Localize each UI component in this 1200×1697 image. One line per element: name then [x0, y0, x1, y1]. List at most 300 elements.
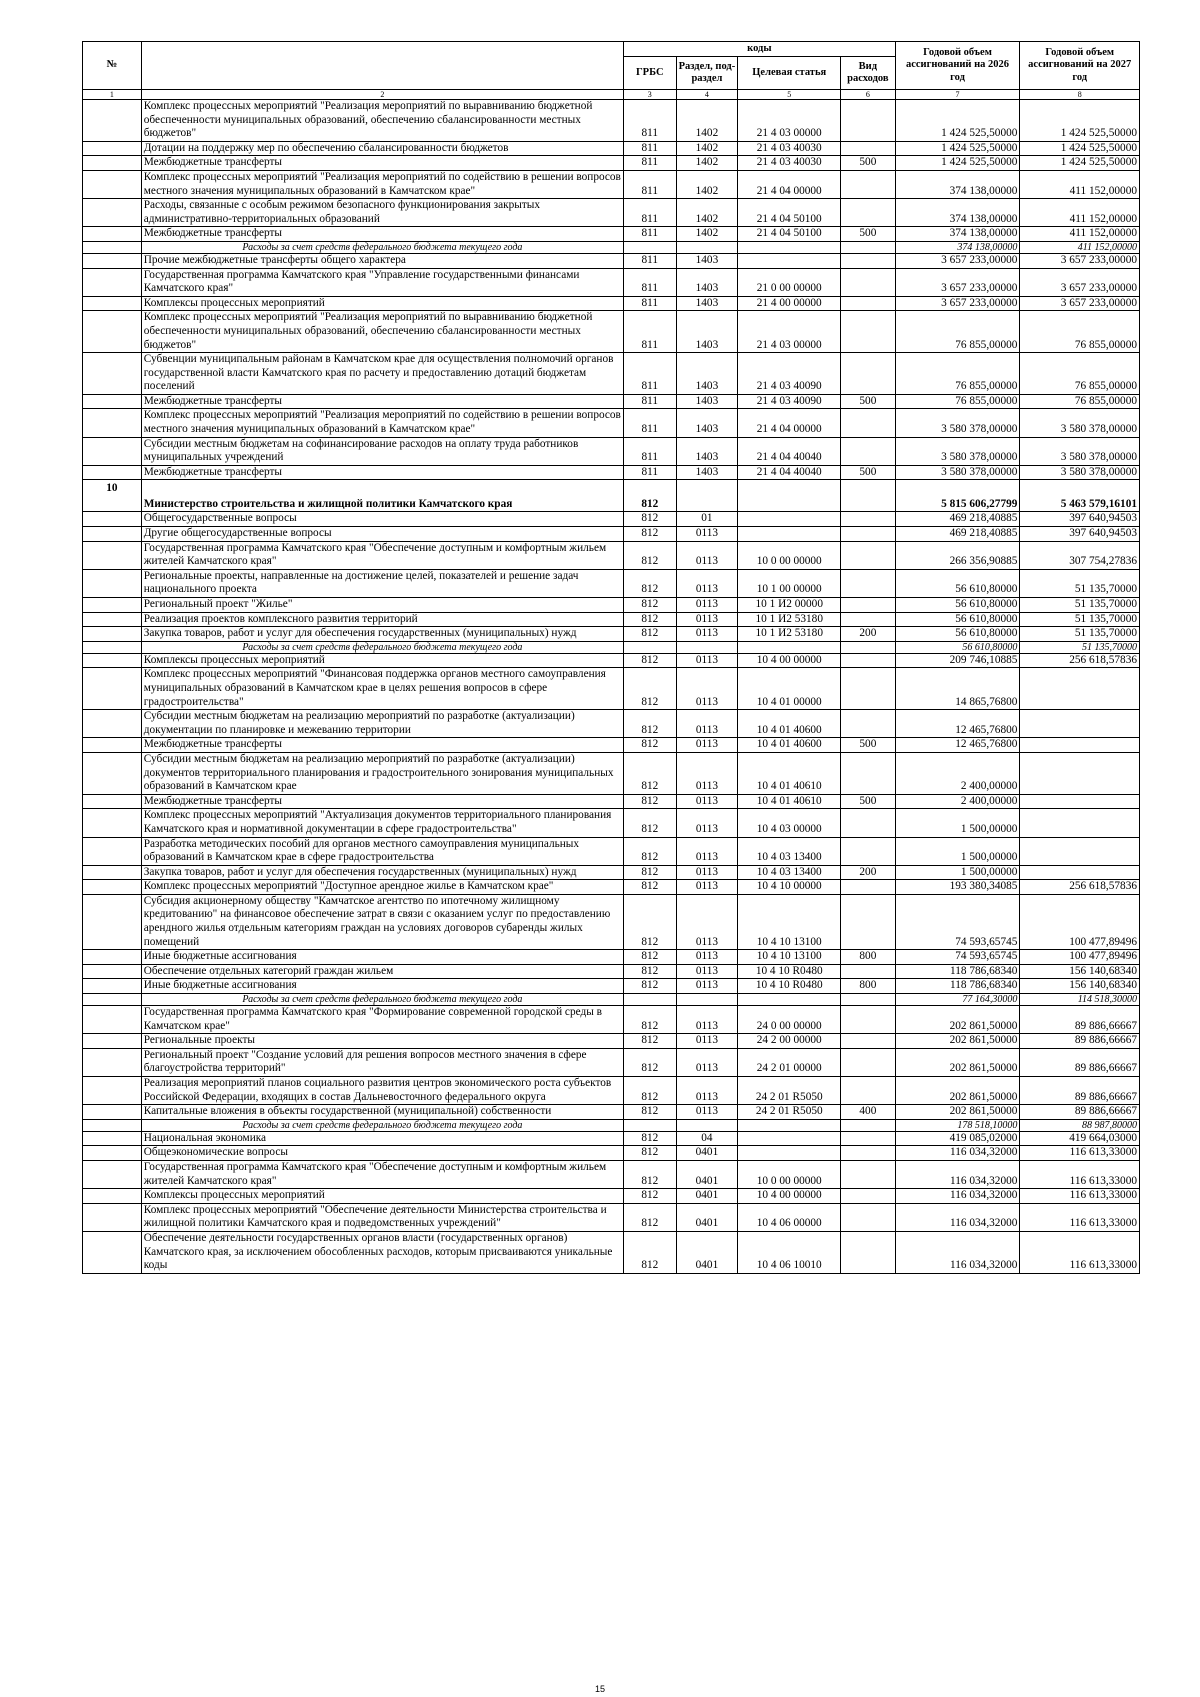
row-amount-2026: 116 034,32000 — [895, 1160, 1020, 1188]
row-grbs-code: 812 — [624, 880, 676, 895]
row-amount-2027 — [1020, 668, 1140, 710]
row-amount-2027: 76 855,00000 — [1020, 353, 1140, 395]
row-number — [83, 394, 142, 409]
row-section-code: 01 — [676, 512, 738, 527]
row-section-code — [676, 1119, 738, 1131]
row-section-code: 0113 — [676, 598, 738, 613]
row-amount-2027: 1 424 525,50000 — [1020, 156, 1140, 171]
table-row — [83, 738, 1140, 753]
table-row — [83, 268, 1140, 296]
table-header — [83, 42, 1140, 100]
row-amount-2027: 1 424 525,50000 — [1020, 141, 1140, 156]
row-number — [83, 1034, 142, 1049]
row-amount-2026: 118 786,68340 — [895, 979, 1020, 994]
row-target-code — [738, 480, 841, 512]
row-target-code: 10 4 03 13400 — [738, 865, 841, 880]
row-name: Комплекс процессных мероприятий "Реализация мероприятий по содействию в решении вопросов местного значения муниципальных образований в Камчатском крае" — [141, 170, 623, 198]
federal-budget-row — [83, 641, 1140, 653]
row-expense-type-code — [841, 170, 896, 198]
row-amount-2027 — [1020, 738, 1140, 753]
row-name: Расходы, связанные с особым режимом безопасного функционирования закрытых административно-территориальных образований — [141, 199, 623, 227]
row-number — [83, 880, 142, 895]
row-amount-2027 — [1020, 865, 1140, 880]
row-number — [83, 710, 142, 738]
row-amount-2027: 51 135,70000 — [1020, 627, 1140, 642]
row-number — [83, 1006, 142, 1034]
header-no: № — [83, 42, 142, 90]
row-name: Закупка товаров, работ и услуг для обеспечения государственных (муниципальных) нужд — [141, 627, 623, 642]
row-target-code: 21 4 03 40090 — [738, 353, 841, 395]
row-name: Государственная программа Камчатского края "Обеспечение доступным и комфортным жильем жителей Камчатского края" — [141, 541, 623, 569]
row-amount-2027: 411 152,00000 — [1020, 199, 1140, 227]
row-number — [83, 1231, 142, 1273]
row-section-code: 0113 — [676, 1034, 738, 1049]
table-row — [83, 141, 1140, 156]
row-amount-2027: 89 886,66667 — [1020, 1034, 1140, 1049]
row-expense-type-code — [841, 1034, 896, 1049]
table-row — [83, 253, 1140, 268]
table-row — [83, 1231, 1140, 1273]
row-grbs-code: 812 — [624, 794, 676, 809]
row-grbs-code: 811 — [624, 141, 676, 156]
row-section-code: 0113 — [676, 653, 738, 668]
row-number — [83, 653, 142, 668]
row-target-code: 24 2 01 R5050 — [738, 1077, 841, 1105]
row-amount-2026: 56 610,80000 — [895, 598, 1020, 613]
column-number: 1 — [83, 90, 142, 100]
row-section-code: 1403 — [676, 394, 738, 409]
row-amount-2027: 419 664,03000 — [1020, 1131, 1140, 1146]
row-target-code: 10 4 10 R0480 — [738, 979, 841, 994]
row-amount-2027: 76 855,00000 — [1020, 394, 1140, 409]
row-expense-type-code — [841, 612, 896, 627]
row-number — [83, 1105, 142, 1120]
row-number — [83, 512, 142, 527]
row-amount-2027: 3 657 233,00000 — [1020, 296, 1140, 311]
row-amount-2027: 76 855,00000 — [1020, 311, 1140, 353]
row-amount-2026: 76 855,00000 — [895, 353, 1020, 395]
row-number — [83, 641, 142, 653]
row-amount-2027: 397 640,94503 — [1020, 527, 1140, 542]
row-section-code — [676, 480, 738, 512]
row-name: Региональный проект "Создание условий для решения вопросов местного значения в сфере благоустройства территорий" — [141, 1048, 623, 1076]
row-number — [83, 1131, 142, 1146]
row-name: Комплекс процессных мероприятий "Финансовая поддержка органов местного самоуправления муниципальных образований в Камчатском крае в целях решения вопросов в сфере градостроительства" — [141, 668, 623, 710]
row-amount-2026: 1 500,00000 — [895, 837, 1020, 865]
row-expense-type-code — [841, 353, 896, 395]
row-number — [83, 1160, 142, 1188]
row-expense-type-code: 500 — [841, 394, 896, 409]
row-name: Региональные проекты — [141, 1034, 623, 1049]
table-row — [83, 296, 1140, 311]
row-target-code: 10 1 00 00000 — [738, 569, 841, 597]
table-row — [83, 227, 1140, 242]
row-amount-2026: 2 400,00000 — [895, 752, 1020, 794]
row-name: Комплексы процессных мероприятий — [141, 653, 623, 668]
row-amount-2027: 411 152,00000 — [1020, 227, 1140, 242]
table-row — [83, 1189, 1140, 1204]
row-name: Реализация проектов комплексного развития территорий — [141, 612, 623, 627]
row-section-code: 0113 — [676, 527, 738, 542]
row-number — [83, 1119, 142, 1131]
row-amount-2027: 256 618,57836 — [1020, 880, 1140, 895]
row-section-code: 0401 — [676, 1146, 738, 1161]
row-section-code: 0113 — [676, 837, 738, 865]
row-target-code: 21 4 03 40090 — [738, 394, 841, 409]
row-expense-type-code — [841, 296, 896, 311]
row-grbs-code: 812 — [624, 1105, 676, 1120]
row-number — [83, 227, 142, 242]
row-name: Комплекс процессных мероприятий "Реализация мероприятий по содействию в решении вопросов местного значения муниципальных образований в Камчатском крае" — [141, 409, 623, 437]
row-target-code: 21 4 00 00000 — [738, 296, 841, 311]
row-grbs-code: 811 — [624, 465, 676, 480]
row-grbs-code: 812 — [624, 1189, 676, 1204]
table-row — [83, 627, 1140, 642]
row-section-code: 1402 — [676, 141, 738, 156]
row-grbs-code: 811 — [624, 170, 676, 198]
row-number — [83, 527, 142, 542]
row-number — [83, 541, 142, 569]
row-expense-type-code — [841, 268, 896, 296]
table-row — [83, 837, 1140, 865]
row-amount-2026: 74 593,65745 — [895, 950, 1020, 965]
row-number — [83, 964, 142, 979]
row-target-code: 10 1 И2 00000 — [738, 598, 841, 613]
row-grbs-code: 811 — [624, 156, 676, 171]
row-grbs-code: 812 — [624, 668, 676, 710]
row-amount-2026: 118 786,68340 — [895, 964, 1020, 979]
row-amount-2027 — [1020, 752, 1140, 794]
row-target-code: 10 1 И2 53180 — [738, 627, 841, 642]
row-section-code: 0113 — [676, 541, 738, 569]
row-section-code: 1403 — [676, 437, 738, 465]
row-amount-2026: 12 465,76800 — [895, 710, 1020, 738]
row-expense-type-code — [841, 199, 896, 227]
row-amount-2026: 1 424 525,50000 — [895, 156, 1020, 171]
row-grbs-code: 812 — [624, 809, 676, 837]
row-section-code: 0401 — [676, 1160, 738, 1188]
row-expense-type-code: 400 — [841, 1105, 896, 1120]
row-section-code: 0113 — [676, 710, 738, 738]
row-target-code: 24 2 01 R5050 — [738, 1105, 841, 1120]
row-number: 10 — [83, 480, 142, 512]
row-name: Комплекс процессных мероприятий "Реализация мероприятий по выравниванию бюджетной обеспеченности муниципальных образований, обеспечению сбалансированности местных бюджетов" — [141, 311, 623, 353]
table-row — [83, 1131, 1140, 1146]
row-section-code: 0113 — [676, 964, 738, 979]
row-target-code: 10 4 03 00000 — [738, 809, 841, 837]
row-amount-2026: 202 861,50000 — [895, 1077, 1020, 1105]
row-section-code: 1402 — [676, 170, 738, 198]
row-grbs-code: 811 — [624, 394, 676, 409]
row-amount-2027: 51 135,70000 — [1020, 569, 1140, 597]
table-row — [83, 1077, 1140, 1105]
row-section-code: 1403 — [676, 353, 738, 395]
row-name: Субвенции муниципальным районам в Камчатском крае для осуществления полномочий органов государственной власти Камчатского края по расчету и предоставлению дотаций бюджетам поселений — [141, 353, 623, 395]
row-name: Общегосударственные вопросы — [141, 512, 623, 527]
row-target-code: 21 4 03 40030 — [738, 156, 841, 171]
table-row — [83, 710, 1140, 738]
row-amount-2027: 5 463 579,16101 — [1020, 480, 1140, 512]
header-target: Целевая статья — [738, 57, 841, 90]
row-target-code: 10 4 00 00000 — [738, 653, 841, 668]
row-expense-type-code — [841, 311, 896, 353]
row-name: Капитальные вложения в объекты государственной (муниципальной) собственности — [141, 1105, 623, 1120]
row-amount-2027: 116 613,33000 — [1020, 1146, 1140, 1161]
row-name: Расходы за счет средств федерального бюджета текущего года — [141, 994, 623, 1006]
row-name: Разработка методических пособий для органов местного самоуправления муниципальных образований в Камчатском крае в сфере градостроительства — [141, 837, 623, 865]
row-amount-2026: 3 657 233,00000 — [895, 296, 1020, 311]
row-name: Закупка товаров, работ и услуг для обеспечения государственных (муниципальных) нужд — [141, 865, 623, 880]
row-number — [83, 569, 142, 597]
row-amount-2027: 116 613,33000 — [1020, 1160, 1140, 1188]
row-expense-type-code — [841, 1119, 896, 1131]
row-target-code: 10 4 01 40600 — [738, 710, 841, 738]
row-section-code: 0113 — [676, 794, 738, 809]
row-grbs-code: 812 — [624, 1131, 676, 1146]
row-amount-2026: 202 861,50000 — [895, 1034, 1020, 1049]
row-expense-type-code — [841, 994, 896, 1006]
row-target-code — [738, 994, 841, 1006]
row-expense-type-code — [841, 409, 896, 437]
row-section-code: 1402 — [676, 100, 738, 142]
row-amount-2027: 89 886,66667 — [1020, 1048, 1140, 1076]
table-row — [83, 880, 1140, 895]
row-number — [83, 437, 142, 465]
row-amount-2026: 202 861,50000 — [895, 1006, 1020, 1034]
row-grbs-code: 812 — [624, 1006, 676, 1034]
row-target-code: 10 4 00 00000 — [738, 1189, 841, 1204]
column-number: 2 — [141, 90, 623, 100]
row-number — [83, 994, 142, 1006]
row-expense-type-code: 500 — [841, 156, 896, 171]
row-section-code: 0113 — [676, 950, 738, 965]
table-row — [83, 156, 1140, 171]
row-expense-type-code: 500 — [841, 738, 896, 753]
row-number — [83, 1189, 142, 1204]
row-grbs-code: 812 — [624, 710, 676, 738]
row-grbs-code: 812 — [624, 979, 676, 994]
table-row — [83, 409, 1140, 437]
table-row — [83, 100, 1140, 142]
header-vol2027: Годовой объем ассигнований на 2027 год — [1020, 42, 1140, 90]
table-row — [83, 794, 1140, 809]
row-grbs-code: 812 — [624, 950, 676, 965]
row-amount-2027: 114 518,30000 — [1020, 994, 1140, 1006]
row-section-code: 1403 — [676, 268, 738, 296]
row-grbs-code: 812 — [624, 894, 676, 949]
row-grbs-code: 812 — [624, 1034, 676, 1049]
table-row — [83, 1034, 1140, 1049]
row-section-code: 1403 — [676, 253, 738, 268]
row-expense-type-code — [841, 1189, 896, 1204]
row-number — [83, 1146, 142, 1161]
row-expense-type-code: 500 — [841, 227, 896, 242]
federal-budget-row — [83, 994, 1140, 1006]
row-target-code: 21 4 04 40040 — [738, 465, 841, 480]
row-target-code: 21 4 04 40040 — [738, 437, 841, 465]
row-amount-2026: 56 610,80000 — [895, 569, 1020, 597]
row-amount-2026: 202 861,50000 — [895, 1048, 1020, 1076]
row-grbs-code: 812 — [624, 837, 676, 865]
row-number — [83, 268, 142, 296]
row-amount-2027: 3 657 233,00000 — [1020, 268, 1140, 296]
row-expense-type-code — [841, 541, 896, 569]
row-number — [83, 296, 142, 311]
row-section-code: 1402 — [676, 156, 738, 171]
row-target-code — [738, 527, 841, 542]
row-amount-2026: 76 855,00000 — [895, 394, 1020, 409]
table-row — [83, 311, 1140, 353]
budget-table — [82, 41, 1140, 1274]
row-name: Межбюджетные трансферты — [141, 738, 623, 753]
row-grbs-code: 812 — [624, 569, 676, 597]
row-amount-2027: 411 152,00000 — [1020, 170, 1140, 198]
row-grbs-code: 811 — [624, 227, 676, 242]
row-amount-2026: 374 138,00000 — [895, 170, 1020, 198]
table-row — [83, 527, 1140, 542]
column-number: 7 — [895, 90, 1020, 100]
row-grbs-code — [624, 1119, 676, 1131]
table-row — [83, 541, 1140, 569]
row-expense-type-code — [841, 253, 896, 268]
row-amount-2026: 3 580 378,00000 — [895, 465, 1020, 480]
row-amount-2027 — [1020, 809, 1140, 837]
row-number — [83, 752, 142, 794]
row-name: Комплекс процессных мероприятий "Обеспечение деятельности Министерства строительства и жилищной политики Камчатского края и подведомственных учреждений" — [141, 1203, 623, 1231]
row-name: Расходы за счет средств федерального бюджета текущего года — [141, 1119, 623, 1131]
row-expense-type-code: 200 — [841, 627, 896, 642]
row-target-code: 24 0 00 00000 — [738, 1006, 841, 1034]
table-row — [83, 950, 1140, 965]
row-amount-2026: 1 500,00000 — [895, 809, 1020, 837]
row-amount-2026: 116 034,32000 — [895, 1146, 1020, 1161]
row-amount-2027: 89 886,66667 — [1020, 1006, 1140, 1034]
row-grbs-code: 812 — [624, 1077, 676, 1105]
row-amount-2027: 3 580 378,00000 — [1020, 437, 1140, 465]
row-target-code: 10 4 03 13400 — [738, 837, 841, 865]
row-target-code — [738, 241, 841, 253]
row-amount-2026: 56 610,80000 — [895, 627, 1020, 642]
row-amount-2027: 51 135,70000 — [1020, 641, 1140, 653]
row-amount-2026: 1 500,00000 — [895, 865, 1020, 880]
row-expense-type-code — [841, 837, 896, 865]
table-row — [83, 964, 1140, 979]
row-amount-2027 — [1020, 710, 1140, 738]
row-number — [83, 1203, 142, 1231]
header-section: Раздел, под-раздел — [676, 57, 738, 90]
row-section-code: 0401 — [676, 1231, 738, 1273]
row-target-code: 10 4 10 R0480 — [738, 964, 841, 979]
row-number — [83, 465, 142, 480]
row-amount-2026: 1 424 525,50000 — [895, 100, 1020, 142]
table-body — [83, 100, 1140, 1274]
row-grbs-code: 811 — [624, 100, 676, 142]
row-amount-2027: 3 580 378,00000 — [1020, 465, 1140, 480]
table-row — [83, 394, 1140, 409]
row-amount-2026: 56 610,80000 — [895, 641, 1020, 653]
row-section-code: 04 — [676, 1131, 738, 1146]
row-target-code: 21 0 00 00000 — [738, 268, 841, 296]
row-amount-2026: 116 034,32000 — [895, 1189, 1020, 1204]
row-grbs-code: 811 — [624, 353, 676, 395]
row-target-code: 10 4 10 00000 — [738, 880, 841, 895]
row-name: Комплекс процессных мероприятий "Доступное арендное жилье в Камчатском крае" — [141, 880, 623, 895]
row-number — [83, 311, 142, 353]
column-number-row — [83, 90, 1140, 100]
table-row — [83, 1006, 1140, 1034]
row-amount-2026: 374 138,00000 — [895, 227, 1020, 242]
row-grbs-code: 812 — [624, 1048, 676, 1076]
row-expense-type-code — [841, 668, 896, 710]
column-number: 6 — [841, 90, 896, 100]
row-name: Межбюджетные трансферты — [141, 156, 623, 171]
row-number — [83, 253, 142, 268]
table-row — [83, 353, 1140, 395]
row-amount-2026: 5 815 606,27799 — [895, 480, 1020, 512]
header-grbs: ГРБС — [624, 57, 676, 90]
row-name: Субсидии местным бюджетам на софинансирование расходов на оплату труда работников муниципальных учреждений — [141, 437, 623, 465]
row-name: Дотации на поддержку мер по обеспечению сбалансированности бюджетов — [141, 141, 623, 156]
row-expense-type-code — [841, 527, 896, 542]
row-number — [83, 409, 142, 437]
row-amount-2027: 3 657 233,00000 — [1020, 253, 1140, 268]
row-name: Комплекс процессных мероприятий "Реализация мероприятий по выравниванию бюджетной обеспеченности муниципальных образований, обеспечению сбалансированности местных бюджетов" — [141, 100, 623, 142]
row-expense-type-code — [841, 752, 896, 794]
row-grbs-code: 811 — [624, 268, 676, 296]
row-grbs-code: 812 — [624, 598, 676, 613]
row-amount-2026: 14 865,76800 — [895, 668, 1020, 710]
row-grbs-code: 812 — [624, 627, 676, 642]
row-amount-2027: 3 580 378,00000 — [1020, 409, 1140, 437]
row-amount-2026: 469 218,40885 — [895, 512, 1020, 527]
row-expense-type-code — [841, 653, 896, 668]
column-number: 4 — [676, 90, 738, 100]
row-name: Расходы за счет средств федерального бюджета текущего года — [141, 641, 623, 653]
row-name: Межбюджетные трансферты — [141, 465, 623, 480]
header-vol2026: Годовой объем ассигнований на 2026 год — [895, 42, 1020, 90]
row-amount-2027: 51 135,70000 — [1020, 612, 1140, 627]
row-target-code: 21 4 03 00000 — [738, 100, 841, 142]
row-name: Государственная программа Камчатского края "Формирование современной городской среды в Камчатском крае" — [141, 1006, 623, 1034]
row-expense-type-code — [841, 1077, 896, 1105]
row-amount-2026: 3 657 233,00000 — [895, 253, 1020, 268]
row-section-code: 0401 — [676, 1203, 738, 1231]
row-target-code: 10 4 01 40600 — [738, 738, 841, 753]
row-expense-type-code — [841, 1048, 896, 1076]
row-target-code: 21 4 03 00000 — [738, 311, 841, 353]
row-number — [83, 738, 142, 753]
row-amount-2027 — [1020, 794, 1140, 809]
row-amount-2026: 3 580 378,00000 — [895, 437, 1020, 465]
row-expense-type-code: 800 — [841, 950, 896, 965]
row-section-code — [676, 241, 738, 253]
row-name: Государственная программа Камчатского края "Управление государственными финансами Камчатского края" — [141, 268, 623, 296]
row-expense-type-code — [841, 480, 896, 512]
row-section-code: 0113 — [676, 752, 738, 794]
table-row — [83, 653, 1140, 668]
row-number — [83, 894, 142, 949]
row-expense-type-code — [841, 1231, 896, 1273]
row-name: Иные бюджетные ассигнования — [141, 950, 623, 965]
row-target-code: 21 4 04 50100 — [738, 199, 841, 227]
row-section-code: 1402 — [676, 199, 738, 227]
row-grbs-code: 812 — [624, 541, 676, 569]
row-amount-2027: 411 152,00000 — [1020, 241, 1140, 253]
row-grbs-code: 812 — [624, 612, 676, 627]
row-name: Региональные проекты, направленные на достижение целей, показателей и решение задач национального проекта — [141, 569, 623, 597]
row-number — [83, 170, 142, 198]
table-row — [83, 465, 1140, 480]
